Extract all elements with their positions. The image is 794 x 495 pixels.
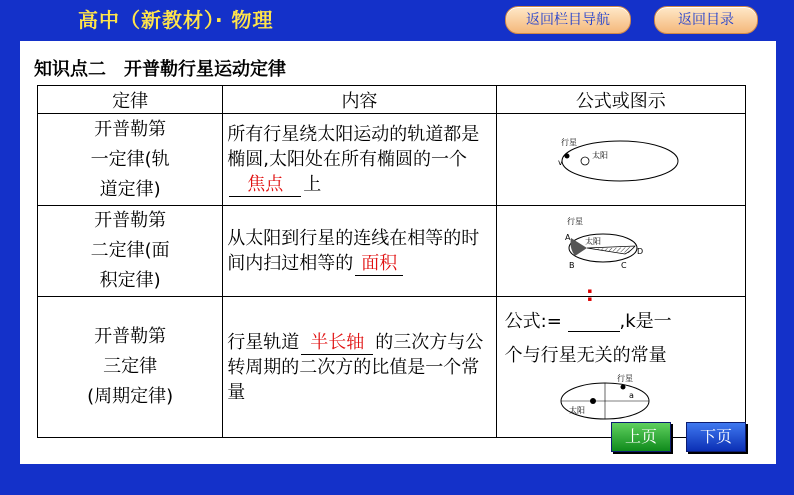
law-name-line: 二定律(面 <box>90 240 170 261</box>
planet-label: 行星 <box>616 374 633 383</box>
section-title: 知识点二 开普勒行星运动定律 <box>34 59 286 80</box>
formula-suffix: ,k是一 <box>619 311 672 332</box>
elliptical-orbit-diagram <box>555 132 685 186</box>
column-header-formula: 公式或图示 <box>496 86 745 114</box>
planet-label: 行星 <box>566 217 583 226</box>
content-panel <box>20 41 776 464</box>
formula-cell <box>496 286 745 438</box>
column-header-law: 定律 <box>38 86 223 114</box>
prev-page-button[interactable]: 上页 <box>611 422 671 452</box>
sun-label: 太阳 <box>584 237 601 246</box>
law-content-text: 的三次方与公转周期的二次方的比值是一个常量 <box>227 331 484 403</box>
velocity-label: v <box>557 158 563 167</box>
sun-label: 太阳 <box>568 406 585 415</box>
sun-label: 太阳 <box>591 151 608 160</box>
table-header-row <box>38 86 746 114</box>
law-content-text: 行星轨道 <box>227 331 300 353</box>
formula-prefix: 公式:= <box>504 311 562 332</box>
point-b-label: B <box>568 261 575 270</box>
law-name-cell <box>38 114 223 206</box>
law-name-cell <box>38 206 223 297</box>
law-name-line: 开普勒第 <box>94 326 167 347</box>
law-name-line: 一定律(轨 <box>90 148 170 170</box>
answer-blank: 半长轴 <box>301 332 373 355</box>
kepler-laws-table <box>37 85 746 438</box>
answer-blank: 焦点 <box>229 174 301 197</box>
law-content-text: 从太阳到行星的连线在相等的时间内扫过相等的 <box>227 228 480 274</box>
equal-area-diagram <box>565 214 645 276</box>
law-name-line: 开普勒第 <box>94 210 167 231</box>
answer-blank: 面积 <box>355 253 403 276</box>
table-row <box>38 206 746 297</box>
formula-line-2: 个与行星无关的常量 <box>504 345 667 366</box>
column-header-content: 内容 <box>223 86 496 114</box>
point-a-label: A <box>564 233 571 242</box>
diagram-cell <box>496 206 745 297</box>
law-name-line: 积定律) <box>99 270 161 291</box>
orbit-semi-major-axis-diagram <box>557 373 657 425</box>
law-name-line: (周期定律) <box>87 386 174 407</box>
law-name-line: 三定律 <box>103 356 158 377</box>
point-d-label: D <box>636 247 643 256</box>
table-row <box>38 297 746 438</box>
law-name-cell <box>38 297 223 438</box>
semi-major-axis-label: a <box>628 391 634 400</box>
point-c-label: C <box>620 261 627 270</box>
law-content-cell <box>223 297 496 438</box>
back-to-column-nav-button[interactable]: 返回栏目导航 <box>505 6 631 34</box>
law-content-text: 所有行星绕太阳运动的轨道都是椭圆,太阳处在所有椭圆的一个 <box>227 124 480 170</box>
law-name-line: 道定律) <box>99 178 161 200</box>
app-title: 高中（新教材）· 物理 <box>78 8 274 32</box>
planet-label: 行星 <box>560 138 577 147</box>
law-name-line: 开普勒第 <box>94 118 167 140</box>
formula-fraction-blank: ▪ ▪ <box>568 313 620 332</box>
law-content-cell <box>223 114 496 206</box>
next-page-button[interactable]: 下页 <box>686 422 746 452</box>
back-to-toc-button[interactable]: 返回目录 <box>654 6 758 34</box>
formula-line <box>504 286 672 333</box>
table-row <box>38 114 746 206</box>
law-content-text: 上 <box>303 174 322 195</box>
law-content-cell <box>223 206 496 297</box>
diagram-cell <box>496 114 745 206</box>
